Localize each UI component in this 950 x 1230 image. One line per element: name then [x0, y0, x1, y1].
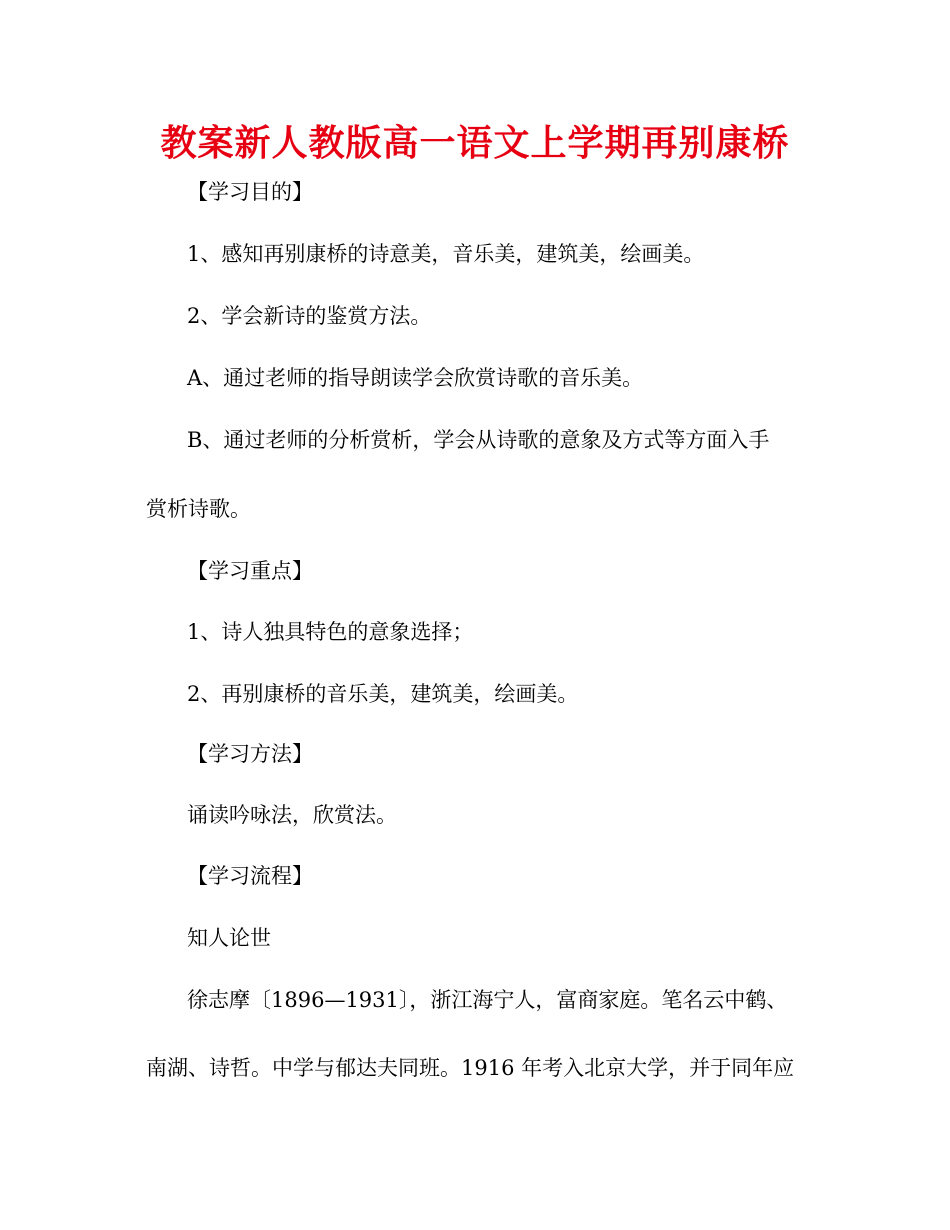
paragraph-line: B、通过老师的分析赏析，学会从诗歌的意象及方式等方面入手 — [187, 428, 770, 452]
paragraph-line: 1、诗人独具特色的意象选择； — [187, 620, 474, 644]
paragraph-line: 1、感知再别康桥的诗意美，音乐美，建筑美，绘画美。 — [187, 242, 705, 266]
section-heading-process: 【学习流程】 — [187, 864, 313, 888]
section-heading-key-points: 【学习重点】 — [187, 559, 313, 583]
paragraph-line: 知人论世 — [187, 926, 271, 950]
paragraph-line: 赏析诗歌。 — [146, 497, 251, 521]
paragraph-line: 2、再别康桥的音乐美，建筑美，绘画美。 — [187, 682, 579, 706]
document-title: 教案新人教版高一语文上学期再别康桥 — [160, 123, 790, 164]
paragraph-line: 诵读吟咏法，欣赏法。 — [187, 803, 397, 827]
paragraph-line: 2、学会新诗的鉴赏方法。 — [187, 304, 432, 328]
paragraph-line: A、通过老师的指导朗读学会欣赏诗歌的音乐美。 — [187, 366, 644, 390]
section-heading-methods: 【学习方法】 — [187, 742, 313, 766]
paragraph-line: 南湖、诗哲。中学与郁达夫同班。1916 年考入北京大学，并于同年应 — [146, 1056, 795, 1080]
section-heading-objectives: 【学习目的】 — [187, 180, 313, 204]
paragraph-line: 徐志摩〔1896—1931〕，浙江海宁人，富商家庭。笔名云中鹤、 — [187, 988, 788, 1012]
